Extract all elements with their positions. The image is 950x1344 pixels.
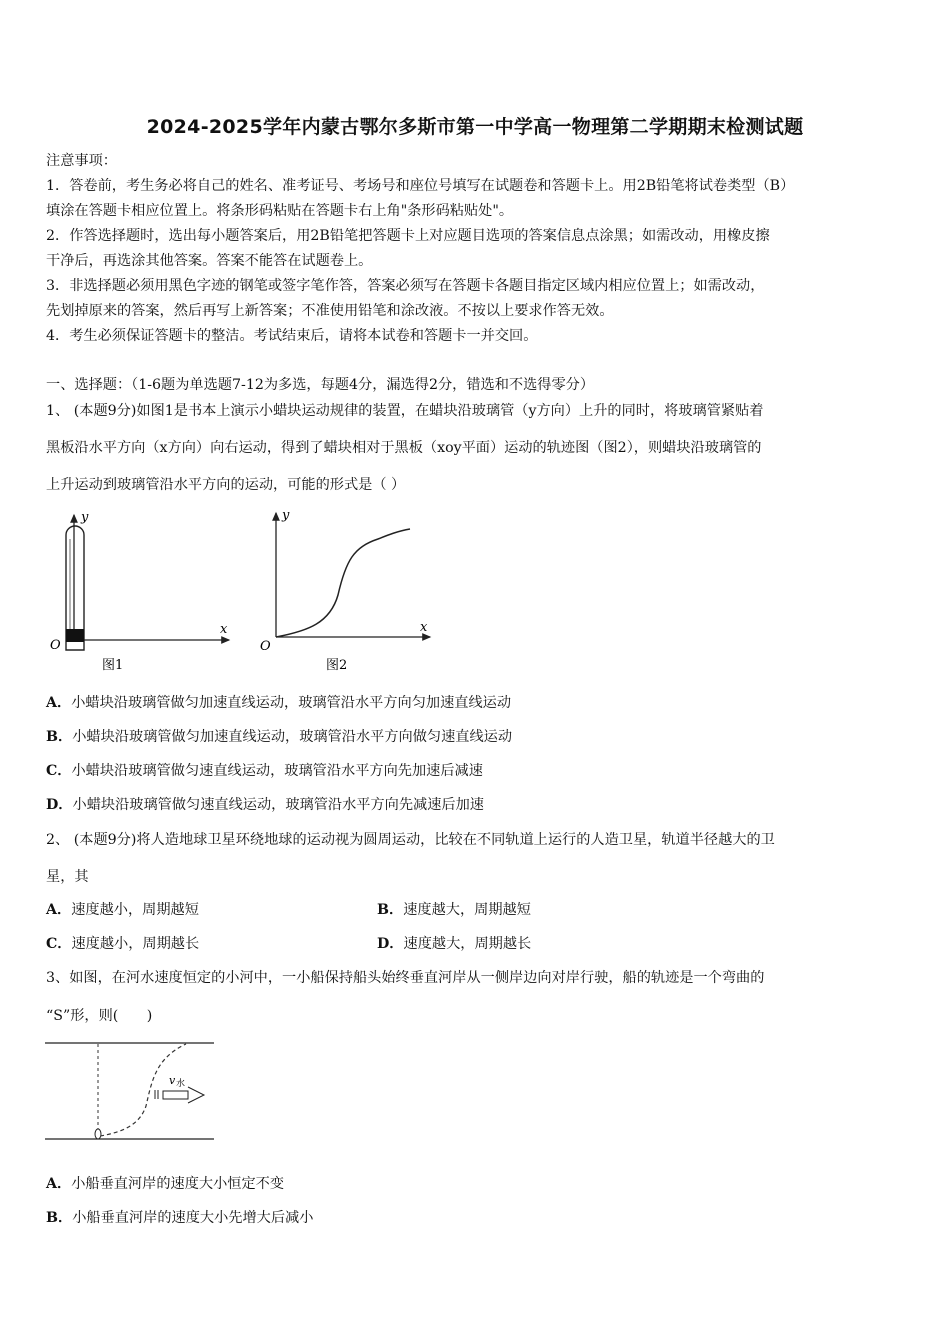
q1-option-c — [46, 762, 483, 780]
q1-option-a — [46, 694, 511, 712]
current-arrow-head — [188, 1087, 204, 1103]
option-label: D． — [46, 797, 73, 813]
option-text: 小蜡块沿玻璃管做匀加速直线运动，玻璃管沿水平方向做匀速直线运动 — [72, 729, 513, 745]
option-text: 小船垂直河岸的速度大小先增大后减小 — [72, 1210, 314, 1226]
section-heading: 一、选择题：（1-6题为单选题7-12为多选，每题4分，漏选得2分，错选和不选得零分） — [46, 377, 595, 393]
option-text: 速度越大，周期越短 — [403, 902, 531, 918]
q3-option-b — [46, 1209, 313, 1227]
option-text: 小蜡块沿玻璃管做匀加速直线运动，玻璃管沿水平方向匀加速直线运动 — [71, 695, 512, 711]
q1-figure-1 — [44, 505, 244, 677]
current-arrow-body — [163, 1091, 188, 1099]
option-label: B． — [377, 902, 404, 918]
notice-line: 先划掉原来的答案，然后再写上新答案；不准使用铅笔和涂改液。不按以上要求作答无效。 — [46, 303, 614, 319]
q2-stem-line: 星，其 — [46, 869, 89, 885]
fig2-caption: 图2 — [326, 658, 348, 673]
fig2-y-label: y — [282, 508, 290, 523]
q1-figure-2 — [258, 505, 438, 677]
q2-option-b — [377, 901, 531, 919]
fig1-origin-label: O — [50, 638, 61, 653]
option-text: 小蜡块沿玻璃管做匀速直线运动，玻璃管沿水平方向先减速后加速 — [72, 797, 484, 813]
option-label: A． — [46, 902, 72, 918]
q1-stem-line: 上升运动到玻璃管沿水平方向的运动，可能的形式是（ ） — [46, 477, 406, 493]
page-title: 2024-2025学年内蒙古鄂尔多斯市第一中学高一物理第二学期期末检测试题 — [146, 116, 804, 138]
option-label: A． — [46, 1176, 72, 1192]
option-label: B． — [46, 729, 73, 745]
fig1-x-label: x — [220, 622, 228, 637]
notice-line: 4．考生必须保证答题卡的整洁。考试结束后，请将本试卷和答题卡一并交回。 — [46, 328, 538, 344]
fig2-x-label: x — [420, 620, 428, 635]
option-label: D． — [377, 936, 404, 952]
notice-line: 3．非选择题必须用黑色字迹的钢笔或签字笔作答，答案必须写在答题卡各题目指定区域内相应位置上；如需改动， — [46, 278, 765, 294]
option-label: B． — [46, 1210, 73, 1226]
option-text: 速度越大，周期越长 — [403, 936, 532, 952]
boat-trajectory — [100, 1044, 186, 1136]
notice-heading: 注意事项： — [46, 153, 117, 169]
option-label: C． — [46, 936, 72, 952]
option-label: A． — [46, 695, 72, 711]
q2-stem-line: 2、 (本题9分)将人造地球卫星环绕地球的运动视为圆周运动，比较在不同轨道上运行的人造卫星，轨道半径越大的卫 — [46, 832, 775, 848]
notice-line: 填涂在答题卡相应位置上。将条形码粘贴在答题卡右上角"条形码粘贴处"。 — [46, 203, 514, 219]
option-text: 小蜡块沿玻璃管做匀速直线运动，玻璃管沿水平方向先加速后减速 — [71, 763, 483, 779]
q2-option-a — [46, 901, 199, 919]
notice-line: 1．答卷前，考生务必将自己的姓名、准考证号、考场号和座位号填写在试题卷和答题卡上。用2B铅笔将试卷类型（B） — [46, 178, 795, 194]
q1-option-d — [46, 796, 484, 814]
q3-option-a — [46, 1175, 284, 1193]
q2-option-c — [46, 935, 199, 953]
option-text: 速度越小，周期越长 — [71, 936, 200, 952]
fig2-origin-label: O — [260, 639, 271, 654]
q3-river-figure — [44, 1036, 219, 1146]
notice-line: 2．作答选择题时，选出每小题答案后，用2B铅笔把答题卡上对应题目选项的答案信息点涂黑；如需改动，用橡皮擦 — [46, 228, 770, 244]
current-sub-label: 水 — [176, 1079, 186, 1089]
fig1-caption: 图1 — [102, 658, 124, 673]
q3-stem-line: 3、如图，在河水速度恒定的小河中，一小船保持船头始终垂直河岸从一侧岸边向对岸行驶，船的轨迹是一个弯曲的 — [46, 970, 765, 986]
q1-option-b — [46, 728, 512, 746]
option-text: 速度越小，周期越短 — [71, 902, 199, 918]
boat — [95, 1129, 101, 1139]
notice-line: 干净后，再选涂其他答案。答案不能答在试题卷上。 — [46, 253, 373, 269]
current-v-label: v — [169, 1074, 176, 1087]
q1-stem-line: 黑板沿水平方向（x方向）向右运动，得到了蜡块相对于黑板（xoy平面）运动的轨迹图（图2），则蜡块沿玻璃管的 — [46, 440, 762, 456]
trajectory-curve — [276, 529, 410, 637]
wax-block — [66, 629, 84, 642]
q2-option-d — [377, 935, 531, 953]
q1-stem-line: 1、 (本题9分)如图1是书本上演示小蜡块运动规律的装置，在蜡块沿玻璃管（y方向）上升的同时，将玻璃管紧贴着 — [46, 403, 764, 419]
q3-stem-line: “S”形，则( ) — [46, 1008, 153, 1024]
option-text: 小船垂直河岸的速度大小恒定不变 — [71, 1176, 285, 1192]
fig1-y-label: y — [81, 510, 89, 525]
option-label: C． — [46, 763, 72, 779]
